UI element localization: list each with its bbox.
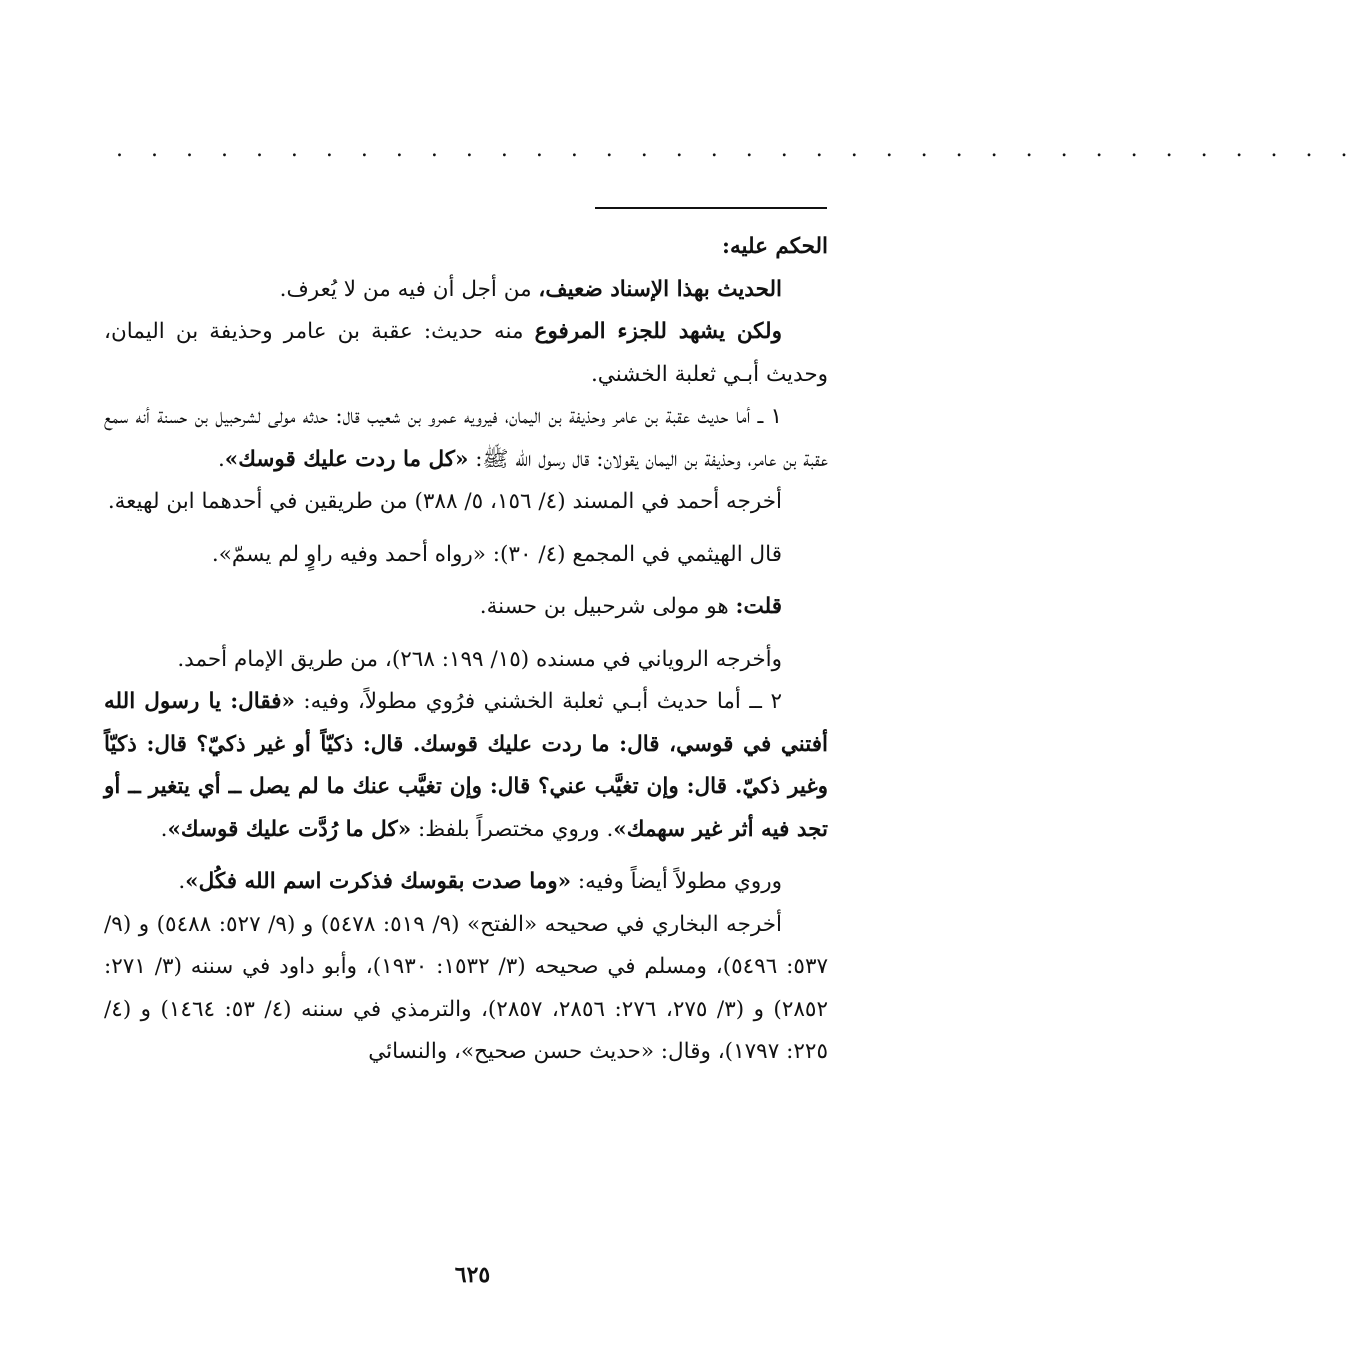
- hadith2-paragraph: [104, 681, 828, 851]
- qultu-paragraph: [104, 586, 828, 629]
- witness-text: منه حديث: عقبة بن عامر وحذيفة بن اليمان، وحديث أبـي ثعلبة الخشني.: [104, 319, 828, 387]
- mutawwal-paragraph: [104, 861, 828, 904]
- body-text: [104, 226, 828, 1261]
- hadith2-end: .: [160, 816, 168, 842]
- hadith2-mid: . وروي مختصراً بلفظ:: [411, 816, 614, 842]
- takhrij-bukhari-paragraph: أخرجه البخاري في صحيحه «الفتح» (٩/ ٥١٩: ٥٤٧٨) و (٩/ ٥٢٧: ٥٤٨٨) و (٩/ ٥٣٧: ٥٤٩٦)، ومسلم في صحيحه (٣/ ١٥٣٢: ١٩٣٠)، وأبو داود في سننه (٣/ ٢٧١: ٢٨٥٢) و (٣/ ٢٧٥، ٢٧٦: ٢٨٥٦، ٢٨٥٧)، والترمذي في سننه (٤/ ٥٣: ١٤٦٤) و (٤/ ٢٢٥: ١٧٩٧)، وقال: «حديث حسن صحيح»، والنسائي: [104, 911, 829, 1064]
- ruling-text: من أجل أن فيه من لا يُعرف.: [279, 276, 539, 302]
- haythami-paragraph: قال الهيثمي في المجمع (٤/ ٣٠): «رواه أحمد وفيه راوٍ لم يسمّ».: [211, 541, 782, 567]
- qultu-text: هو مولى شرحبيل بن حسنة.: [479, 594, 736, 619]
- witness-paragraph: [104, 311, 828, 396]
- witness-bold: ولكن يشهد للجزء المرفوع: [534, 319, 782, 344]
- footnote-rule: [595, 207, 827, 209]
- hadith2-text: ٢ ــ أما حديث أبـي ثعلبة الخشني فرُوي مطولاً، وفيه:: [294, 689, 783, 714]
- mutawwal-end: .: [178, 869, 186, 894]
- separator-dots: . . . . . . . . . . . . . . . . . . . . . . . . . . . . . . . . . . . .: [116, 137, 1358, 162]
- page-number: ٦٢٥: [454, 1262, 491, 1288]
- hadith2-quote: «فقال: يا رسول الله أفتني في قوسي، قال: ما ردت عليك قوسك. قال: ذكيّاً أو غير ذكيّ؟ قال: ذكيّاً وغير ذكيّ. قال: وإن تغيَّب عني؟ قال: وإن تغيَّب عنك ما لم يصل ــ أي يتغير ــ أو تجد فيه أثر غير سهمك»: [104, 689, 828, 842]
- ruling-bold: الحديث بهذا الإسناد ضعيف،: [538, 276, 782, 302]
- qultu-bold: قلت:: [735, 594, 782, 619]
- hadith1-end: .: [217, 446, 225, 472]
- ruling-paragraph: [104, 269, 828, 312]
- hadith1-text: ١ ــ أما حديث عقبة بن عامر وحذيفة بن اليمان، فيرويه عمرو بن شعيب قال: حدثه مولى لشرحبيل بن حسنة أنه سمع عقبة بن عامر، وحذيفة بن اليمان يقولان: قال رسول الله ﷺ:: [104, 404, 828, 472]
- section-heading: الحكم عليه:: [722, 234, 828, 259]
- hadith1-paragraph: [104, 396, 828, 481]
- ruyani-paragraph: وأخرجه الروياني في مسنده (١٥/ ١٩٩: ٢٦٨)، من طريق الإمام أحمد.: [177, 646, 782, 672]
- hadith2-quote2: «كل ما رُدَّت عليك قوسك»: [167, 816, 412, 842]
- mutawwal-text: وروي مطولاً أيضاً وفيه:: [571, 869, 782, 894]
- mutawwal-quote: «وما صدت بقوسك فذكرت اسم الله فكُل»: [185, 869, 572, 894]
- hadith1-quote: «كل ما ردت عليك قوسك»: [224, 446, 469, 472]
- takhrij-ahmad-paragraph: أخرجه أحمد في المسند (٤/ ١٥٦، ٥/ ٣٨٨) من طريقين في أحدهما ابن لهيعة.: [107, 489, 782, 514]
